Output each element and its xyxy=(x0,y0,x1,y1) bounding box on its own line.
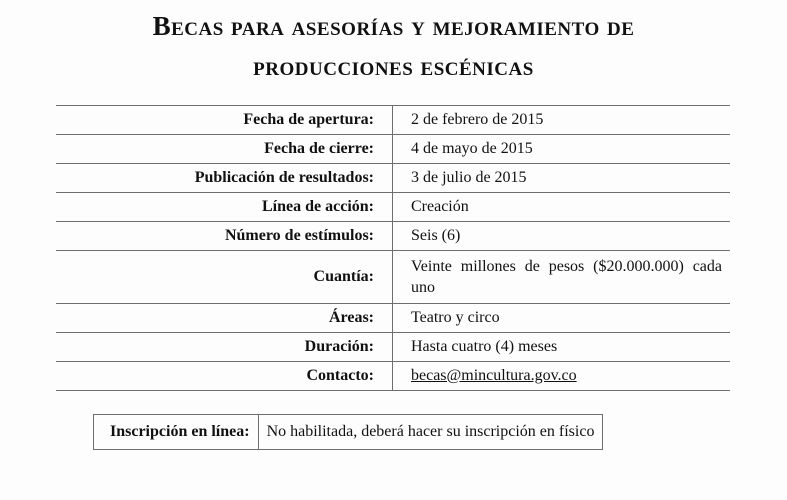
value-areas: Teatro y circo xyxy=(393,304,731,333)
row-fecha-cierre xyxy=(56,135,730,164)
row-areas xyxy=(56,304,730,333)
label-fecha-apertura: Fecha de apertura: xyxy=(56,106,393,135)
label-numero-estimulos: Número de estímulos: xyxy=(56,222,393,251)
row-numero-estimulos xyxy=(56,222,730,251)
row-duracion xyxy=(56,333,730,362)
row-fecha-apertura xyxy=(56,106,730,135)
label-areas: Áreas: xyxy=(56,304,393,333)
row-publicacion-resultados xyxy=(56,164,730,193)
row-linea-accion xyxy=(56,193,730,222)
info-table xyxy=(56,105,730,391)
value-numero-estimulos: Seis (6) xyxy=(393,222,731,251)
value-linea-accion: Creación xyxy=(393,193,731,222)
row-contacto xyxy=(56,362,730,391)
value-fecha-apertura: 2 de febrero de 2015 xyxy=(393,106,731,135)
row-inscripcion xyxy=(94,415,603,450)
row-cuantia xyxy=(56,251,730,304)
value-fecha-cierre: 4 de mayo de 2015 xyxy=(393,135,731,164)
value-inscripcion: No habilitada, deberá hacer su inscripción en físico xyxy=(258,415,603,450)
label-linea-accion: Línea de acción: xyxy=(56,193,393,222)
label-inscripcion: Inscripción en línea: xyxy=(94,415,259,450)
title-line-2: producciones escénicas xyxy=(253,51,534,81)
label-cuantia: Cuantía: xyxy=(56,251,393,304)
value-cuantia: Veinte millones de pesos ($20.000.000) cada uno xyxy=(393,251,731,304)
label-publicacion-resultados: Publicación de resultados: xyxy=(56,164,393,193)
title-line-1: Becas para asesorías y mejoramiento de xyxy=(152,11,635,41)
value-contacto xyxy=(393,362,731,391)
value-publicacion-resultados: 3 de julio de 2015 xyxy=(393,164,731,193)
label-contacto: Contacto: xyxy=(56,362,393,391)
inscripcion-box xyxy=(93,414,603,450)
label-fecha-cierre: Fecha de cierre: xyxy=(56,135,393,164)
value-duracion: Hasta cuatro (4) meses xyxy=(393,333,731,362)
contact-email-link[interactable]: becas@mincultura.gov.co xyxy=(411,367,577,384)
label-duracion: Duración: xyxy=(56,333,393,362)
page-title xyxy=(0,6,787,86)
